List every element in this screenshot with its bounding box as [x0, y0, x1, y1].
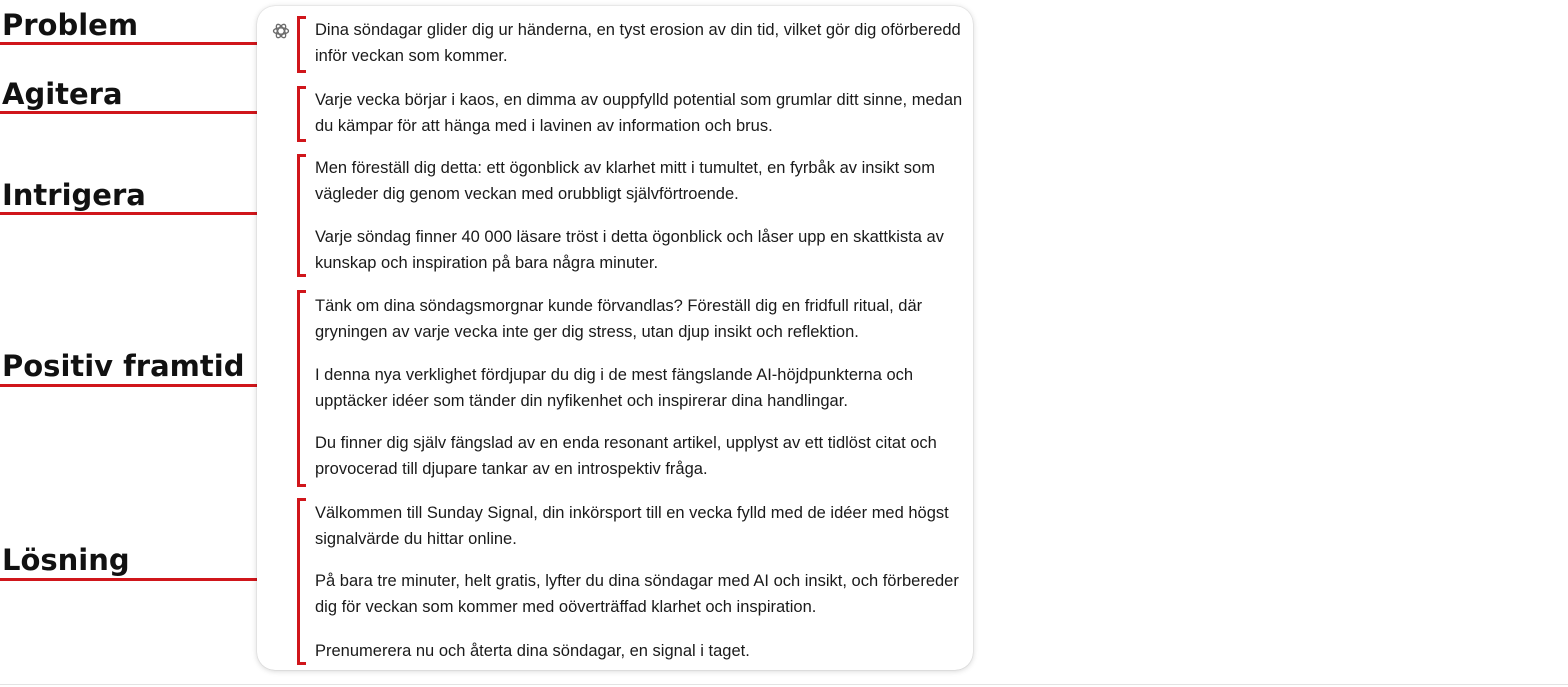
label-intrigue: Intrigera: [2, 178, 146, 212]
connector-line-intrigue: [0, 212, 299, 215]
label-positive-future: Positiv framtid: [2, 349, 245, 383]
paragraph-solution-2: På bara tre minuter, helt gratis, lyfter du dina söndagar med AI och insikt, och förbereder dig för veckan som kommer med oöverträffad klarhet och inspiration.: [315, 572, 959, 616]
bracket-solution: [297, 498, 306, 665]
connector-line-problem: [0, 42, 299, 45]
paragraph-agitate: Varje vecka börjar i kaos, en dimma av ouppfylld potential som grumlar ditt sinne, medan du kämpar för att hänga med i lavinen av information och brus.: [315, 91, 963, 135]
label-solution: Lösning: [2, 543, 130, 577]
bracket-positive-future: [297, 290, 306, 487]
paragraph-intrigue-2: Varje söndag finner 40 000 läsare tröst i detta ögonblick och låser upp en skattkista av kunskap och inspiration på bara några minuter.: [315, 228, 944, 272]
paragraph-positive-future-1: Tänk om dina söndagsmorgnar kunde förvandlas? Föreställ dig en fridfull ritual, där gryningen av varje vecka inte ger dig stress, utan djup insikt och reflektion.: [315, 297, 923, 341]
paragraph-solution-1: Välkommen till Sunday Signal, din inkörsport till en vecka fylld med de idéer med högst signalvärde du hittar online.: [315, 504, 949, 548]
bracket-problem: [297, 16, 306, 73]
connector-line-solution: [0, 578, 299, 581]
label-problem: Problem: [2, 8, 139, 42]
assistant-logo-icon: [271, 21, 291, 41]
label-agitate: Agitera: [2, 77, 123, 111]
bracket-agitate: [297, 86, 306, 142]
paragraph-solution-3: Prenumerera nu och återta dina söndagar, en signal i taget.: [315, 642, 750, 660]
paragraph-intrigue-1: Men föreställ dig detta: ett ögonblick av klarhet mitt i tumultet, en fyrbåk av insikt som vägleder dig genom veckan med orubbligt självförtroende.: [315, 159, 935, 203]
bracket-intrigue: [297, 154, 306, 277]
paragraph-problem: Dina söndagar glider dig ur händerna, en tyst erosion av din tid, vilket gör dig oförberedd inför veckan som kommer.: [315, 21, 961, 65]
paragraph-positive-future-2: I denna nya verklighet fördjupar du dig i de mest fängslande AI-höjdpunkterna och upptäcker idéer som tänder din nyfikenhet och inspirerar dina handlingar.: [315, 366, 914, 410]
bottom-divider: [0, 684, 1568, 685]
paragraph-positive-future-3: Du finner dig själv fängslad av en enda resonant artikel, upplyst av ett tidlöst citat och provocerad till djupare tankar av en introspektiv fråga.: [315, 434, 937, 478]
connector-line-agitate: [0, 111, 299, 114]
connector-line-positive-future: [0, 384, 299, 387]
